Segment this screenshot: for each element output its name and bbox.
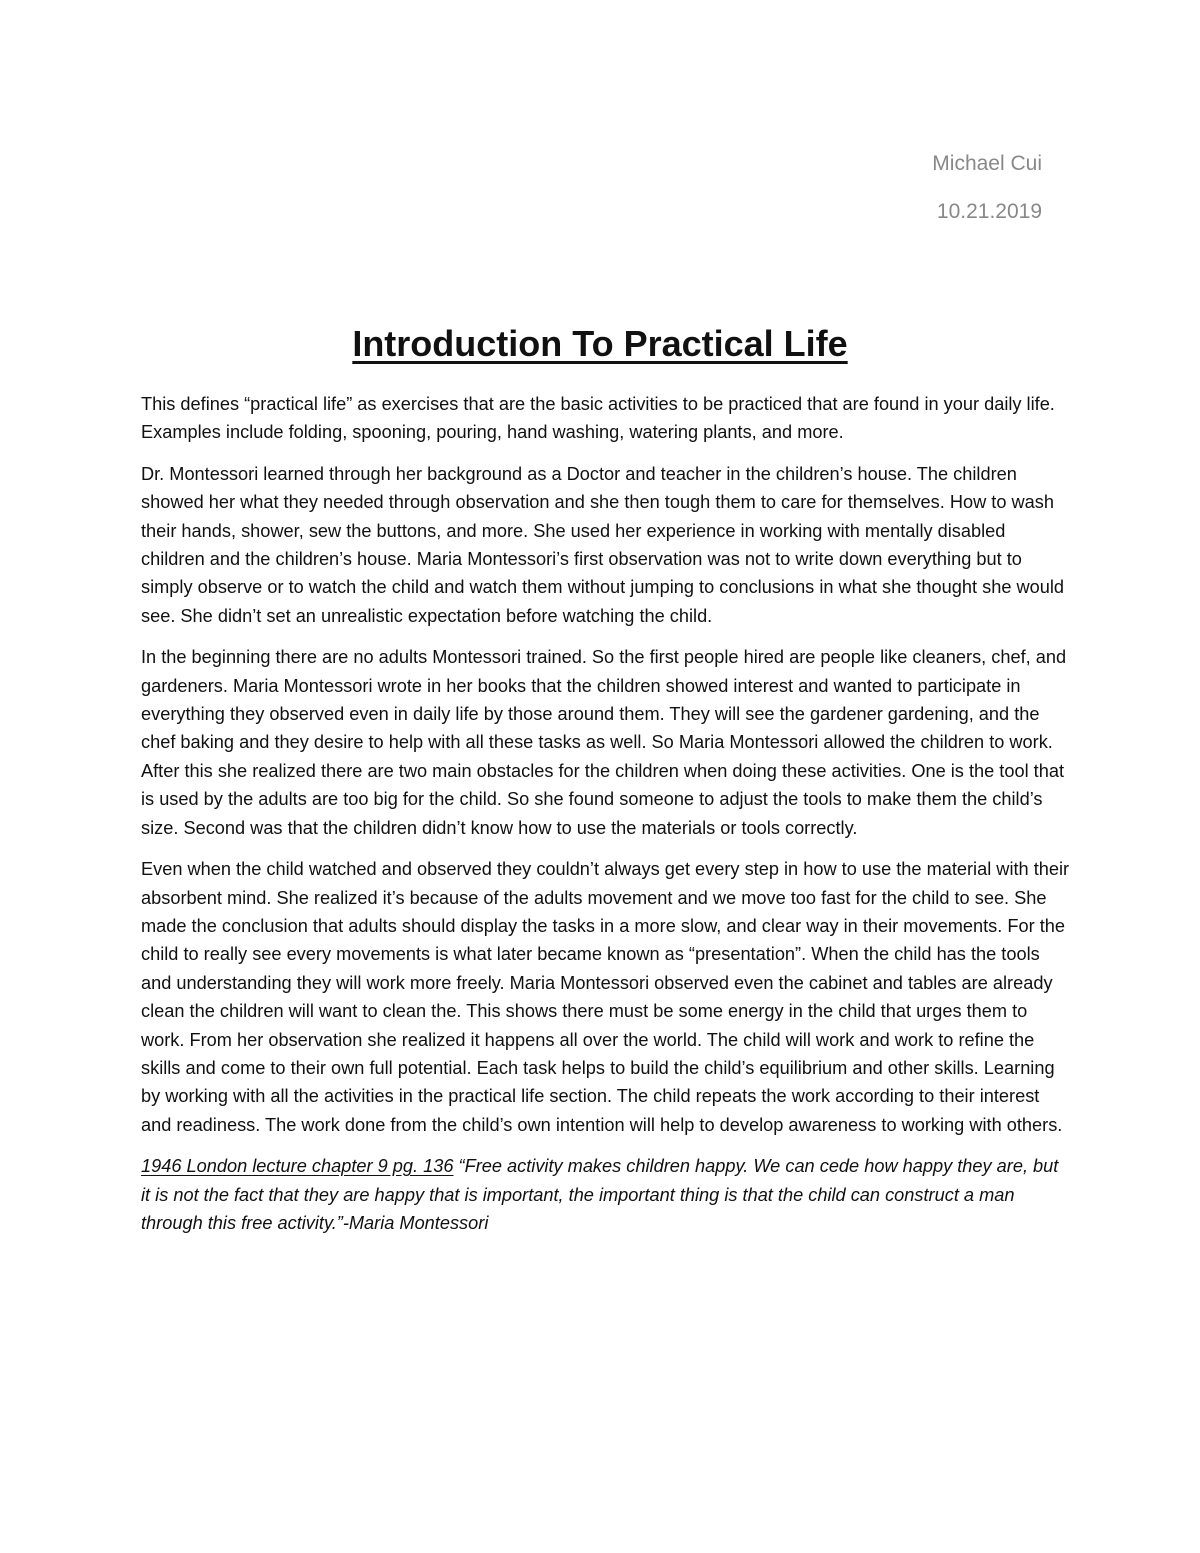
quote-text: “Free activity makes children happy. We can cede how happy they are, but it is not the fact that they are happy that is important, the important thing is that the child can construct a man through this free activity.”-Maria Montessori xyxy=(141,1156,1059,1233)
document-header xyxy=(932,140,1042,236)
author-name: Michael Cui xyxy=(932,152,1042,175)
quote-citation: 1946 London lecture chapter 9 pg. 136 xyxy=(141,1156,454,1177)
document-body xyxy=(141,390,1071,1237)
paragraph-definition: This defines “practical life” as exercises that are the basic activities to be practiced that are found in your daily life. Examples include folding, spooning, pouring, hand washing, watering plants, and more. xyxy=(141,394,1055,443)
paragraph-presentation: Even when the child watched and observed they couldn’t always get every step in how to use the material with their absorbent mind. She realized it’s because of the adults movement and we move too fast for the child to see. She made the conclusion that adults should display the tasks in a more slow, and clear way in their movements. For the child to really see every movements is what later became known as “presentation”. When the child has the tools and understanding they will work more freely. Maria Montessori observed even the cabinet and tables are already clean the children will want to clean the. This shows there must be some energy in the child that urges them to work. From her observation she realized it happens all over the world. The child will work and work to refine the skills and come to their own full potential. Each task helps to build the child’s equilibrium and other skills. Learning by working with all the activities in the practical life section. The child repeats the work according to their interest and readiness. The work done from the child’s own intention will help to develop awareness to working with others. xyxy=(141,859,1070,1135)
paragraph-observation: Dr. Montessori learned through her background as a Doctor and teacher in the children’s house. The children showed her what they needed through observation and she then tough them to care for themselves. How to wash their hands, shower, sew the buttons, and more. She used her experience in working with mentally disabled children and the children’s house. Maria Montessori’s first observation was not to write down everything but to simply observe or to watch the child and watch them without jumping to conclusions in what she thought she would see. She didn’t set an unrealistic expectation before watching the child. xyxy=(141,463,1065,626)
quote-block xyxy=(141,1152,1071,1237)
document-date: 10.21.2019 xyxy=(936,200,1042,223)
paragraph-beginning: In the beginning there are no adults Montessori trained. So the first people hired are people like cleaners, chef, and gardeners. Maria Montessori wrote in her books that the children showed interest and wanted to participate in everything they observed even in daily life by those around them. They will see the gardener gardening, and the chef baking and they desire to help with all these tasks as well. So Maria Montessori allowed the children to work. After this she realized there are two main obstacles for the children when doing these activities. One is the tool that is used by the adults are too big for the child. So she found someone to adjust the tools to make them the child’s size. Second was that the children didn’t know how to use the materials or tools correctly. xyxy=(141,647,1067,838)
document-title: Introduction To Practical Life xyxy=(352,323,848,364)
